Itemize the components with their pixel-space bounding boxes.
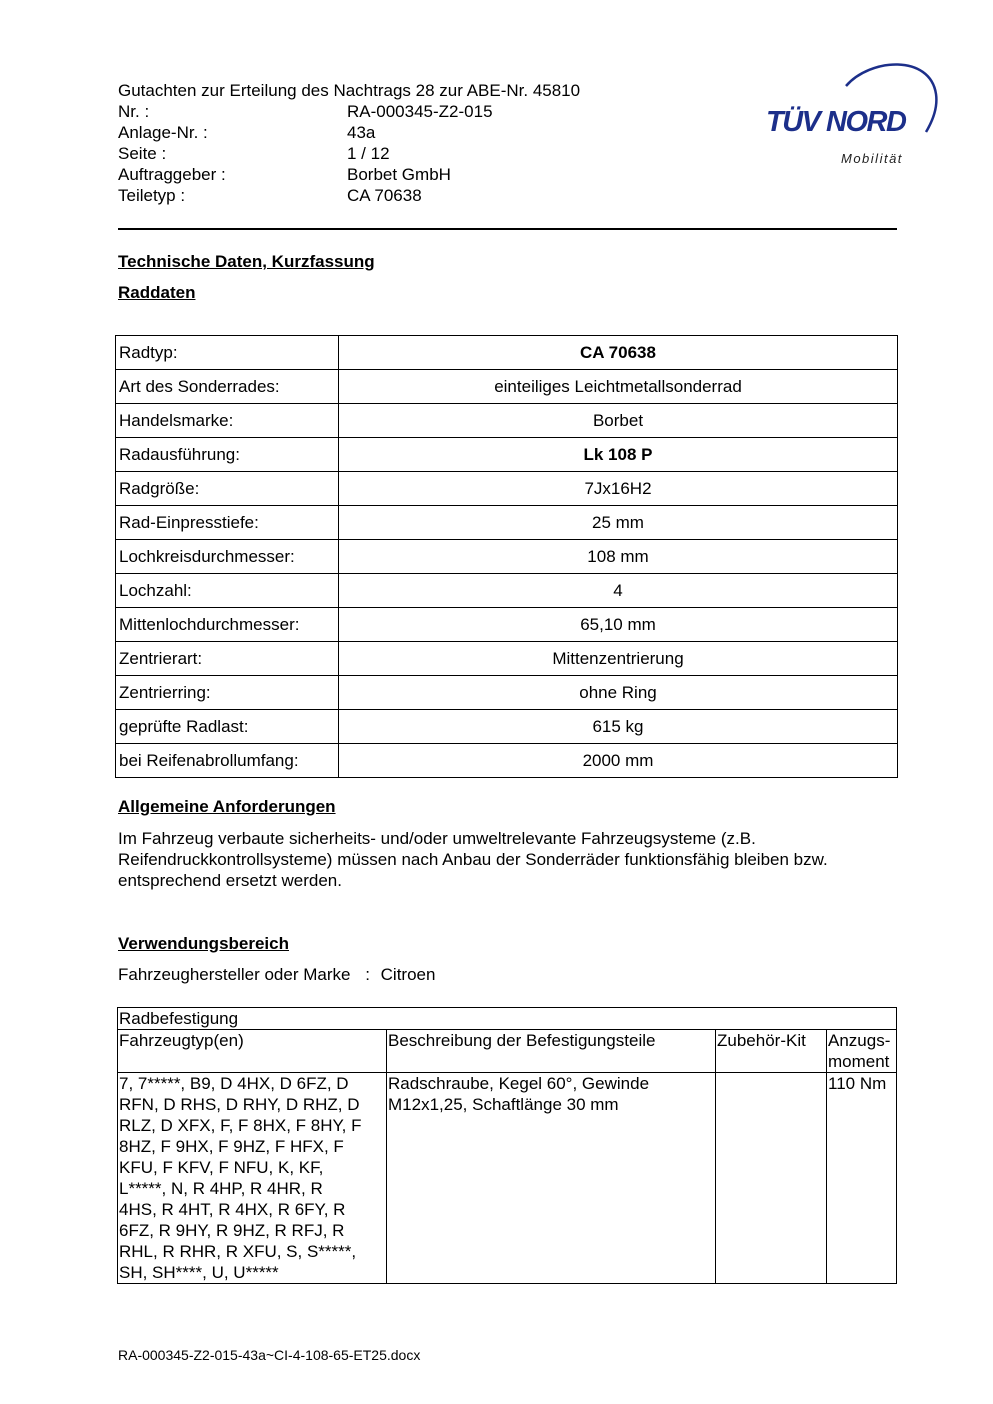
row-label: Lochzahl: [116,574,339,608]
table-row [116,438,898,472]
cell-line: RFN, D RHS, D RHY, D RHZ, D [119,1095,360,1114]
hersteller-value: Citroen [380,965,436,984]
allgemein-paragraph [118,828,898,891]
section-title-raddaten: Raddaten [118,283,196,302]
row-label: Rad-Einpresstiefe: [116,506,339,540]
row-label: geprüfte Radlast: [116,710,339,744]
row-value: ohne Ring [339,676,898,710]
table-row [116,370,898,404]
cell-anzugsmoment: 110 Nm [827,1073,897,1284]
header-anzugsmoment-line: Anzugs- [828,1031,891,1050]
header-label: Teiletyp : [118,186,186,205]
row-value: 108 mm [339,540,898,574]
row-label: Zentrierring: [116,676,339,710]
table-row [116,540,898,574]
table-row [116,506,898,540]
row-label: Handelsmarke: [116,404,339,438]
header-value: Borbet GmbH [347,165,451,184]
header-field-seite [0,143,700,164]
header-beschreibung: Beschreibung der Befestigungsteile [387,1030,716,1073]
row-label: bei Reifenabrollumfang: [116,744,339,778]
table-row [116,676,898,710]
cell-line: SH, SH****, U, U***** [119,1263,279,1282]
table-row [116,744,898,778]
table-row [116,404,898,438]
header-value: 1 / 12 [347,144,390,163]
cell-line: M12x1,25, Schaftlänge 30 mm [388,1095,619,1114]
cell-line: 7, 7*****, B9, D 4HX, D 6FZ, D [119,1074,349,1093]
cell-fahrzeugtyp [118,1073,387,1284]
header-anzugsmoment-line: moment [828,1052,890,1071]
cell-line: KFU, F KFV, F NFU, K, KF, [119,1158,324,1177]
header-field-teiletyp [0,185,700,206]
cell-line: 6FZ, R 9HY, R 9HZ, R RFJ, R [119,1221,345,1240]
table-row [118,1073,897,1284]
footer-filename: RA-000345-Z2-015-43a~CI-4-108-65-ET25.docx [118,1347,421,1363]
header-value: 43a [347,123,376,142]
section-title-technische-daten: Technische Daten, Kurzfassung [118,252,375,271]
header-label: Auftraggeber : [118,165,226,184]
cell-line: RHL, R RHR, R XFU, S, S*****, [119,1242,357,1261]
cell-beschreibung [387,1073,716,1284]
section-title-allgemein: Allgemeine Anforderungen [118,797,336,816]
header-divider [118,228,897,230]
hersteller-separator: : [365,965,370,984]
header-value: CA 70638 [347,186,422,205]
logo-subtitle: Mobilität [841,151,903,166]
row-label: Art des Sonderrades: [116,370,339,404]
report-title: Gutachten zur Erteilung des Nachtrags 28 zur ABE-Nr. 45810 [118,81,581,100]
paragraph-line: Im Fahrzeug verbaute sicherheits- und/oder umweltrelevante Fahrzeugsysteme (z.B. [118,829,756,848]
radbefestigung-table [117,1007,897,1284]
table-row [116,608,898,642]
header-fields [0,101,700,206]
hersteller-label: Fahrzeughersteller oder Marke [118,965,351,984]
header-field-nr [0,101,700,122]
cell-line: RLZ, D XFX, F, F 8HX, F 8HY, F [119,1116,362,1135]
header-field-anlage [0,122,700,143]
header-value: RA-000345-Z2-015 [347,102,493,121]
header-field-auftraggeber [0,164,700,185]
row-value: 65,10 mm [339,608,898,642]
header-label: Seite : [118,144,167,163]
row-label: Zentrierart: [116,642,339,676]
table-caption-row [118,1008,897,1030]
cell-line: Radschraube, Kegel 60°, Gewinde [388,1074,650,1093]
header-fahrzeugtyp: Fahrzeugtyp(en) [118,1030,387,1073]
table-caption: Radbefestigung [118,1008,897,1030]
row-value: einteiliges Leichtmetallsonderrad [339,370,898,404]
row-label: Mittenlochdurchmesser: [116,608,339,642]
section-title-verwendung: Verwendungsbereich [118,934,289,953]
row-label: Lochkreisdurchmesser: [116,540,339,574]
table-row [116,574,898,608]
row-label: Radgröße: [116,472,339,506]
cell-line: 8HZ, F 9HX, F 9HZ, F HFX, F [119,1137,344,1156]
row-label: Radtyp: [116,336,339,370]
header-anzugsmoment [827,1030,897,1073]
cell-zubehoer-kit [716,1073,827,1284]
cell-line: L*****, N, R 4HP, R 4HR, R [119,1179,323,1198]
row-value: 615 kg [339,710,898,744]
row-label: Radausführung: [116,438,339,472]
row-value: Mittenzentrierung [339,642,898,676]
raddaten-table [115,335,898,778]
table-row [116,472,898,506]
header-label: Anlage-Nr. : [118,123,208,142]
table-row [116,642,898,676]
header-label: Nr. : [118,102,150,121]
table-row [116,336,898,370]
hersteller-line [118,965,435,985]
paragraph-line: entsprechend ersetzt werden. [118,871,342,890]
paragraph-line: Reifendruckkontrollsysteme) müssen nach Anbau der Sonderräder funktionsfähig bleiben bzw. [118,850,828,869]
row-value: 4 [339,574,898,608]
row-value: CA 70638 [339,336,898,370]
table-header-row [118,1030,897,1073]
tuev-nord-logo [760,56,945,176]
cell-line: 4HS, R 4HT, R 4HX, R 6FY, R [119,1200,346,1219]
row-value: Lk 108 P [339,438,898,472]
row-value: 2000 mm [339,744,898,778]
row-value: 25 mm [339,506,898,540]
logo-brand: TÜV NORD [766,106,906,138]
table-row [116,710,898,744]
header-zubehoer-kit: Zubehör-Kit [716,1030,827,1073]
row-value: Borbet [339,404,898,438]
row-value: 7Jx16H2 [339,472,898,506]
